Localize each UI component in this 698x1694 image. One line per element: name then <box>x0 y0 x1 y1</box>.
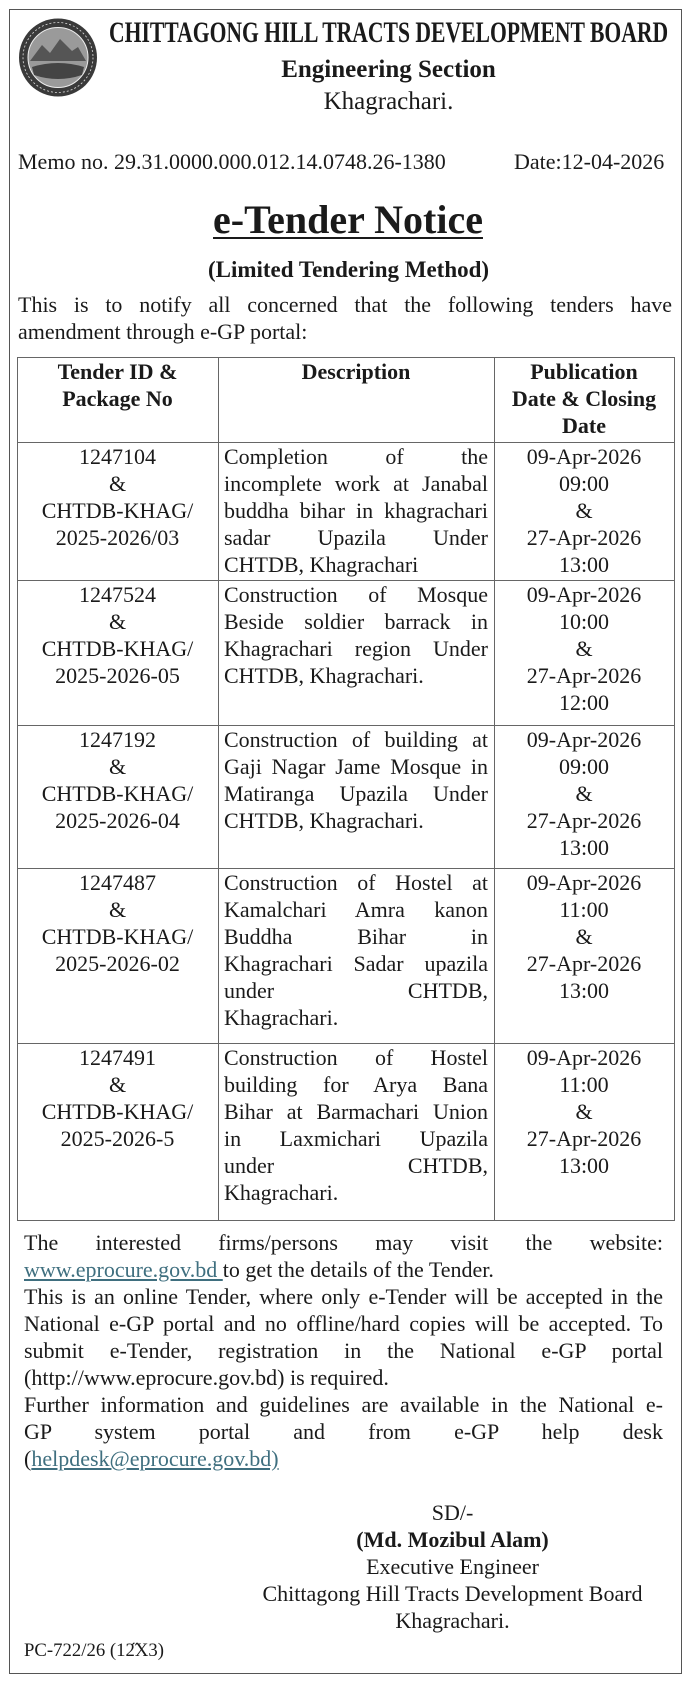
description-line: Construction of building at <box>224 727 488 752</box>
signatory-name: (Md. Mozibul Alam) <box>356 1527 549 1552</box>
tender-id-line: 2025-2026/03 <box>55 525 180 550</box>
description-line: building for Arya Bana <box>224 1072 488 1097</box>
signatory-designation: Executive Engineer <box>366 1554 539 1579</box>
table-header-row <box>18 358 675 443</box>
tender-id-line: & <box>108 897 127 922</box>
tender-id-line: 1247192 <box>79 727 156 752</box>
dates-cell <box>495 443 675 581</box>
tender-id-cell <box>18 581 219 726</box>
tender-id-line: CHTDB-KHAG/ <box>41 498 194 523</box>
location-subtitle: Khagrachari. <box>323 88 454 115</box>
header-line: Tender ID & <box>57 359 178 384</box>
description-line: Kamalchari Amra kanon <box>224 897 488 922</box>
chtdb-logo-seal-icon <box>18 17 98 98</box>
description-line: CHTDB, Khagrachari. <box>224 663 424 688</box>
tender-id-line: 1247524 <box>79 582 156 607</box>
description-cell <box>219 443 495 581</box>
intro-line: This is to notify all concerned that the following tenders have <box>18 292 672 317</box>
tender-id-cell <box>18 1044 219 1221</box>
description-line: CHTDB, Khagrachari <box>224 552 419 577</box>
website-link[interactable]: www.eprocure.gov.bd <box>24 1257 223 1282</box>
header-line: Date & Closing <box>511 386 657 411</box>
date-line: & <box>575 498 593 523</box>
table-row <box>18 726 675 869</box>
header-line: Package No <box>62 386 173 411</box>
tender-id-cell <box>18 726 219 869</box>
tender-id-line: & <box>108 1072 127 1097</box>
description-cell <box>219 1044 495 1221</box>
description-line: Gaji Nagar Jame Mosque in <box>224 754 488 779</box>
table-row <box>18 869 675 1044</box>
signatory-organization: Chittagong Hill Tracts Development Board <box>262 1581 643 1606</box>
memo-number: Memo no. 29.31.0000.000.012.14.0748.26-1380 <box>18 149 446 174</box>
table-row <box>18 581 675 726</box>
intro-paragraph <box>18 291 672 345</box>
footer-line: This is an online Tender, where only e-Tender will be accepted in the <box>24 1284 663 1309</box>
tender-id-cell <box>18 443 219 581</box>
tender-method: (Limited Tendering Method) <box>207 257 490 282</box>
notice-title <box>150 198 546 242</box>
description-line: Beside soldier barrack in <box>224 609 488 634</box>
description-line: Completion of the <box>224 444 488 469</box>
description-line: Khagrachari Sadar upazila <box>224 951 488 976</box>
tender-id-cell <box>18 869 219 1044</box>
description-line: CHTDB, Khagrachari. <box>224 808 424 833</box>
date-line: 27-Apr-2026 <box>526 663 642 688</box>
date-line: 11:00 <box>559 897 609 922</box>
memo-date: Date:12-04-2026 <box>514 149 665 174</box>
description-line: Construction of Mosque <box>224 582 488 607</box>
date-line: 10:00 <box>558 609 610 634</box>
date-line: 27-Apr-2026 <box>526 1126 642 1151</box>
description-cell <box>219 581 495 726</box>
dates-cell <box>495 726 675 869</box>
date-line: & <box>575 924 593 949</box>
header-dates <box>495 358 675 443</box>
tender-id-line: & <box>108 754 127 779</box>
footer-line: National e-GP portal and no offline/hard copies will be accepted. To <box>24 1311 663 1336</box>
description-line: Construction of Hostel <box>224 1045 488 1070</box>
date-line: & <box>575 1099 593 1124</box>
description-line: Khagrachari. <box>224 1180 339 1205</box>
header-line: Description <box>301 359 411 384</box>
organization-title: CHITTAGONG HILL TRACTS DEVELOPMENT BOARD <box>109 16 669 49</box>
header-line: Publication <box>530 359 638 384</box>
table-row <box>18 1044 675 1221</box>
signatory-location: Khagrachari. <box>395 1608 510 1633</box>
date-line: & <box>575 636 593 661</box>
tender-id-line: 2025-2026-04 <box>55 808 180 833</box>
tender-id-line: 1247487 <box>79 870 156 895</box>
header-description <box>219 358 495 443</box>
description-cell <box>219 726 495 869</box>
date-line: 09-Apr-2026 <box>526 582 642 607</box>
footer-line <box>24 1256 663 1283</box>
header-tender-id <box>18 358 219 443</box>
signature-sd: SD/- <box>431 1500 474 1525</box>
tender-id-line: CHTDB-KHAG/ <box>41 781 194 806</box>
dates-cell <box>495 581 675 726</box>
tender-id-line: CHTDB-KHAG/ <box>41 636 194 661</box>
footer-line: GP system portal and from e-GP help desk <box>24 1419 663 1444</box>
footer-line: Further information and guidelines are available in the National e- <box>24 1392 663 1417</box>
intro-line: amendment through e-GP portal: <box>18 319 308 344</box>
description-line: Khagrachari region Under <box>224 636 488 661</box>
date-line: 13:00 <box>558 978 610 1003</box>
date-line: 27-Apr-2026 <box>526 525 642 550</box>
date-line: 09-Apr-2026 <box>526 444 642 469</box>
footer-line: submit e-Tender, registration in the National e-GP portal <box>24 1338 663 1363</box>
header-line: Date <box>562 413 606 438</box>
date-line: 09:00 <box>558 754 610 779</box>
date-line: 11:00 <box>559 1072 609 1097</box>
date-line: 13:00 <box>558 1153 610 1178</box>
footer-line: The interested firms/persons may visit the website: <box>24 1230 663 1255</box>
description-cell <box>219 869 495 1044</box>
date-line: 27-Apr-2026 <box>526 808 642 833</box>
description-line: Matiranga Upazila Under <box>224 781 488 806</box>
dates-cell <box>495 869 675 1044</box>
footer-line <box>24 1445 663 1472</box>
date-line: 12:00 <box>558 690 610 715</box>
footer-text: to get the details of the Tender. <box>222 1257 494 1282</box>
date-line: 27-Apr-2026 <box>526 951 642 976</box>
description-line: Construction of Hostel at <box>224 870 488 895</box>
dates-cell <box>495 1044 675 1221</box>
print-code: PC-722/26 (12̋X3) <box>24 1640 164 1661</box>
description-line: incomplete work at Janabal <box>224 471 488 496</box>
signature-block <box>240 1499 665 1634</box>
table-row <box>18 443 675 581</box>
tender-id-line: 2025-2026-02 <box>55 951 180 976</box>
footer-text: ( <box>24 1446 32 1471</box>
date-line: 13:00 <box>558 835 610 860</box>
footer-line: (http://www.eprocure.gov.bd) is required. <box>24 1365 389 1390</box>
date-line: 09-Apr-2026 <box>526 727 642 752</box>
description-line: Buddha Bihar in <box>224 924 488 949</box>
section-title: Engineering Section <box>281 56 496 83</box>
tender-id-line: & <box>108 471 127 496</box>
tender-id-line: CHTDB-KHAG/ <box>41 924 194 949</box>
tender-id-line: 2025-2026-5 <box>60 1126 175 1151</box>
tender-id-line: 1247104 <box>79 444 156 469</box>
date-line: 09-Apr-2026 <box>526 1045 642 1070</box>
description-line: in Laxmichari Upazila <box>224 1126 488 1151</box>
helpdesk-email-link[interactable]: helpdesk@eprocure.gov.bd) <box>31 1446 279 1471</box>
tender-id-line: 1247491 <box>79 1045 156 1070</box>
description-line: sadar Upazila Under <box>224 525 488 550</box>
date-line: & <box>575 781 593 806</box>
notice-title-text: e-Tender Notice <box>213 197 483 242</box>
description-line: buddha bihar in khagrachari <box>224 498 488 523</box>
date-line: 09:00 <box>558 471 610 496</box>
description-line: Khagrachari. <box>224 1005 339 1030</box>
tender-id-line: 2025-2026-05 <box>55 663 180 688</box>
footer-info <box>24 1229 663 1472</box>
description-line: under CHTDB, <box>224 1153 488 1178</box>
description-line: Bihar at Barmachari Union <box>224 1099 488 1124</box>
tenders-table <box>17 357 675 1221</box>
tender-id-line: CHTDB-KHAG/ <box>41 1099 194 1124</box>
description-line: under CHTDB, <box>224 978 488 1003</box>
date-line: 13:00 <box>558 552 610 577</box>
tender-id-line: & <box>108 609 127 634</box>
date-line: 09-Apr-2026 <box>526 870 642 895</box>
